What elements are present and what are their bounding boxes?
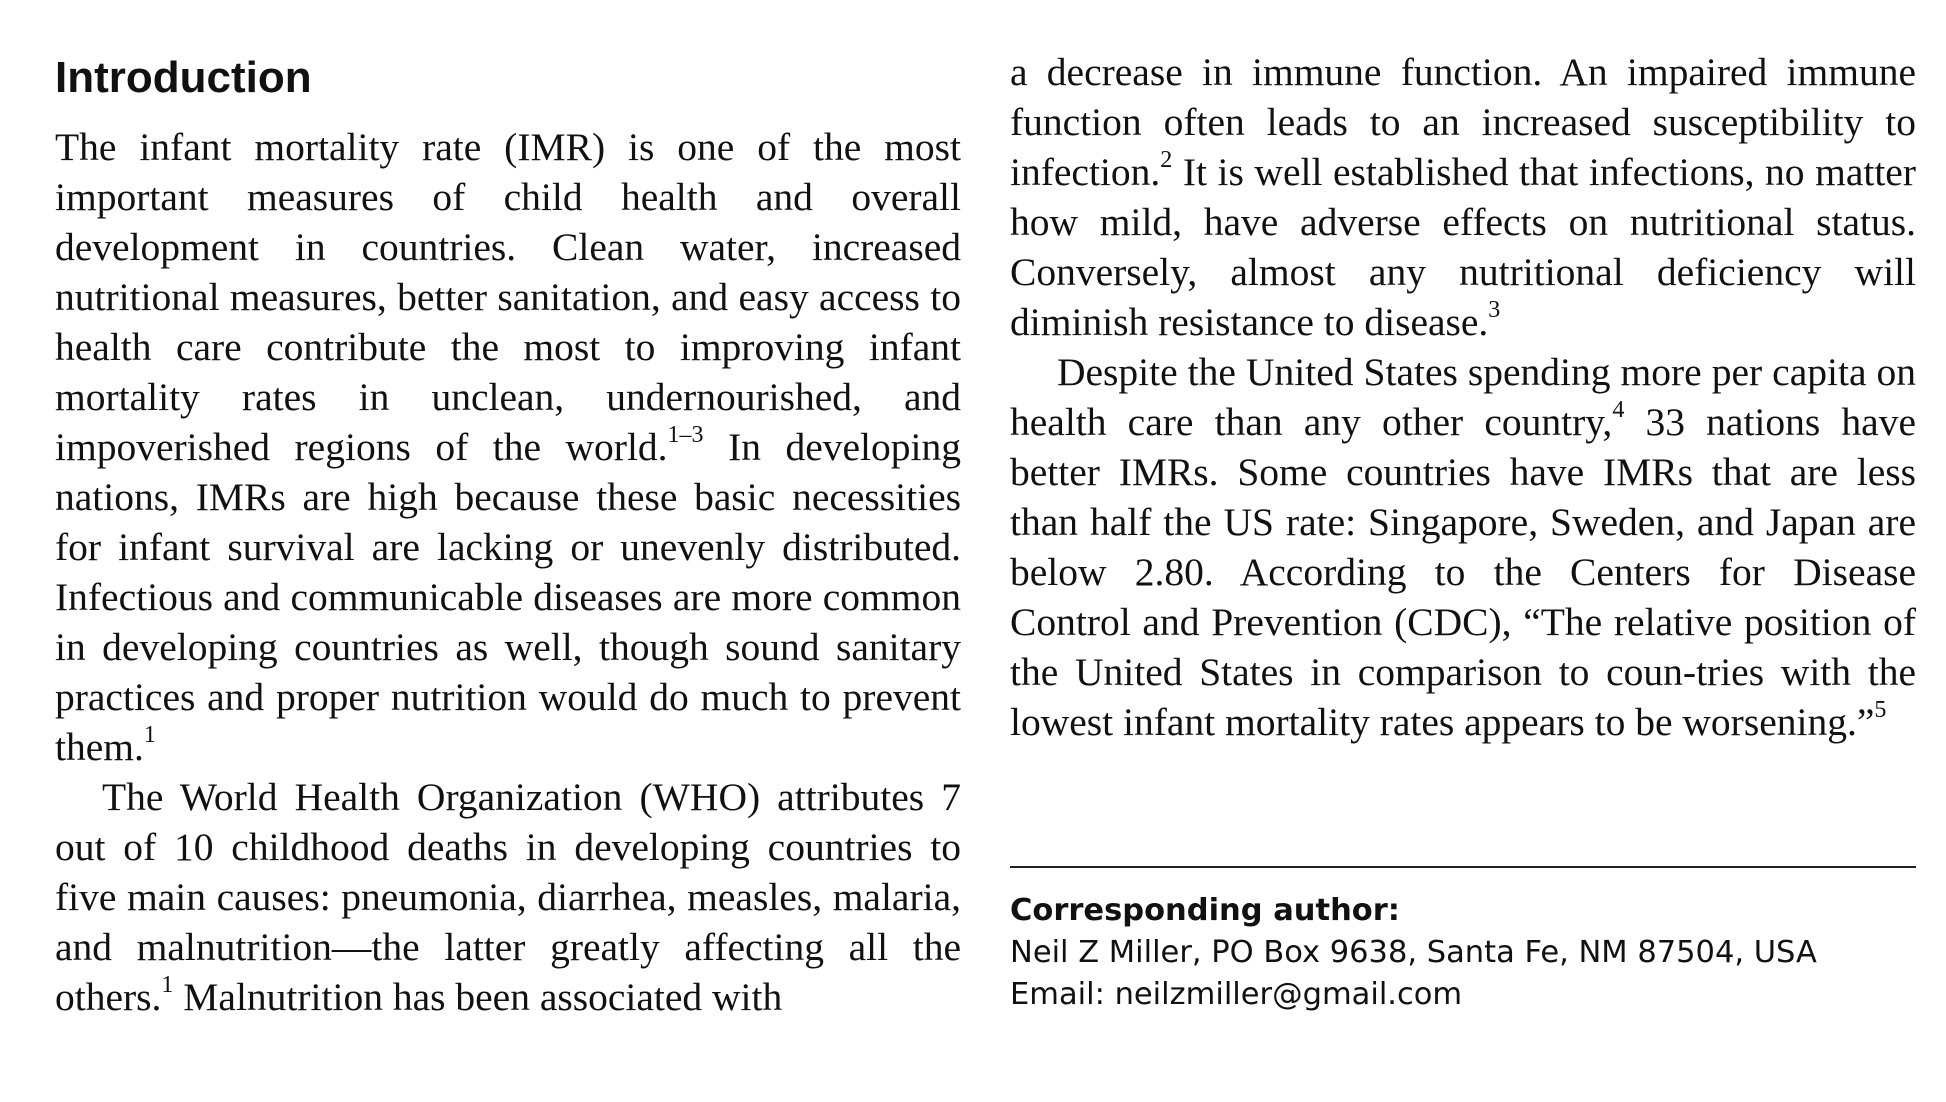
corresponding-author-address: Neil Z Miller, PO Box 9638, Santa Fe, NM 87504, USA bbox=[1010, 935, 1817, 970]
citation-ref: 5 bbox=[1874, 696, 1887, 723]
paragraph-text: It is well established that infections, no matter how mild, have adverse effects on nutritional status. Conversely, almost any nutritional deficiency will diminish resistance to disease. bbox=[1010, 150, 1916, 344]
paragraph-text: 33 nations have better IMRs. Some countries have IMRs that are less than half the US rate: Singapore, Sweden, and Japan are below 2.80. According to the Centers for Disease Control and Prevention (CDC), “The relative position of the United States in comparison to coun-tries with the lowest infant mortality rates appears to be worsening.” bbox=[1010, 400, 1917, 744]
paragraph-text: a decrease in immune function. An impaired immune function often leads to an increased susceptibility to infection. bbox=[1010, 50, 1916, 194]
paragraph-text: In developing nations, IMRs are high because these basic necessities for infant survival are lacking or unevenly distributed. Infectious and communicable diseases are more common in developing countries as well, though sound sanitary practices and proper nutrition would do much to prevent them. bbox=[55, 425, 961, 769]
paragraph-text: The infant mortality rate (IMR) is one of the most important measures of child health and overall development in countries. Clean water, increased nutritional measures, better sanitation, and easy access to health care contribute the most to improving infant mortality rates in unclean, undernourished, and impoverished regions of the world. bbox=[55, 125, 961, 469]
paragraph-text: The World Health Organization (WHO) attributes 7 out of 10 childhood deaths in developing countries to five main causes: pneumonia, diarrhea, measles, malaria, and malnutrition—the latter greatly affecting all the others. bbox=[55, 775, 961, 1019]
paragraph bbox=[55, 122, 961, 772]
paragraph bbox=[55, 772, 961, 1022]
citation-ref: 1–3 bbox=[667, 421, 704, 448]
citation-ref: 3 bbox=[1488, 296, 1501, 323]
corresponding-author-block bbox=[1010, 890, 1916, 1016]
paragraph-text: Malnutrition has been associated with bbox=[173, 975, 783, 1019]
citation-ref: 1 bbox=[161, 971, 174, 998]
section-heading: Introduction bbox=[55, 53, 312, 102]
paragraph bbox=[1010, 347, 1916, 747]
footnote-divider bbox=[1010, 866, 1916, 868]
citation-ref: 2 bbox=[1160, 146, 1173, 173]
corresponding-author-email: Email: neilzmiller@gmail.com bbox=[1010, 977, 1463, 1012]
paragraph-text: Despite the United States spending more per capita on health care than any other country, bbox=[1010, 350, 1916, 444]
citation-ref: 1 bbox=[143, 721, 156, 748]
paragraph bbox=[1010, 47, 1916, 347]
citation-ref: 4 bbox=[1612, 396, 1625, 423]
corresponding-author-label: Corresponding author: bbox=[1010, 893, 1400, 928]
